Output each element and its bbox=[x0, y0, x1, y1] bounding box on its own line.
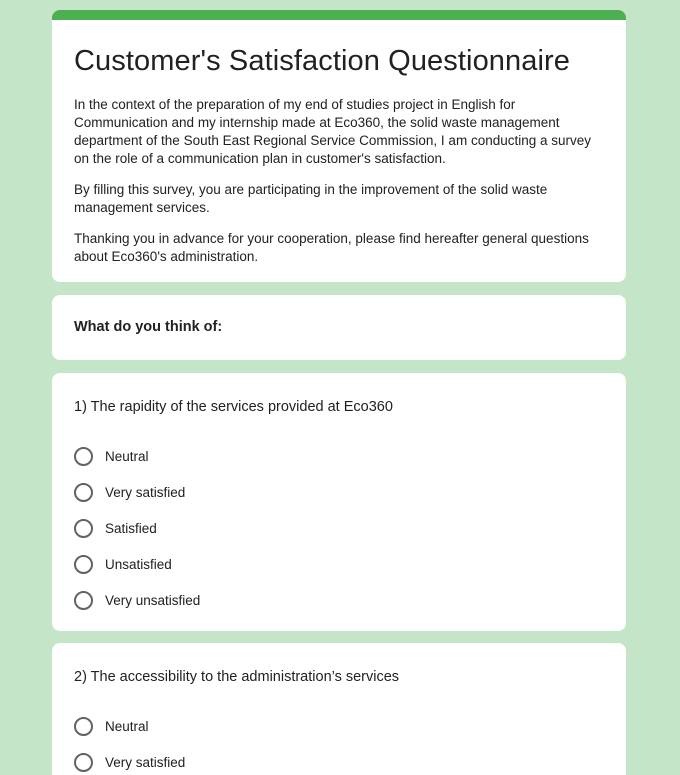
radio-option[interactable] bbox=[74, 474, 604, 510]
section-title: What do you think of: bbox=[74, 319, 223, 335]
radio-circle-icon[interactable] bbox=[74, 555, 93, 574]
question-card bbox=[52, 373, 626, 631]
form-description-paragraph: In the context of the preparation of my end of studies project in English for Communication and my internship made at Eco360, the solid waste management department of the South East Regional Service Commission, I am conducting a survey on the role of a communication plan in customer's satisfaction. bbox=[74, 97, 592, 166]
question-title: 1) The rapidity of the services provided at Eco360 bbox=[74, 399, 393, 415]
question-card bbox=[52, 643, 626, 775]
radio-option[interactable] bbox=[74, 438, 604, 474]
radio-option[interactable] bbox=[74, 744, 604, 775]
radio-option-label: Neutral bbox=[105, 448, 149, 464]
radio-option-label: Unsatisfied bbox=[105, 556, 172, 572]
section-header-card bbox=[52, 295, 626, 360]
radio-option-label: Neutral bbox=[105, 718, 149, 734]
radio-option[interactable] bbox=[74, 546, 604, 582]
radio-option-label: Satisfied bbox=[105, 520, 157, 536]
radio-option[interactable] bbox=[74, 510, 604, 546]
form-header-card bbox=[52, 10, 626, 282]
radio-circle-icon[interactable] bbox=[74, 447, 93, 466]
radio-circle-icon[interactable] bbox=[74, 717, 93, 736]
radio-circle-icon[interactable] bbox=[74, 519, 93, 538]
radio-circle-icon[interactable] bbox=[74, 591, 93, 610]
question-title: 2) The accessibility to the administration’s services bbox=[74, 669, 400, 685]
radio-option[interactable] bbox=[74, 708, 604, 744]
radio-circle-icon[interactable] bbox=[74, 483, 93, 502]
radio-option-label: Very satisfied bbox=[105, 484, 186, 500]
radio-circle-icon[interactable] bbox=[74, 753, 93, 772]
form-title: Customer's Satisfaction Questionnaire bbox=[74, 45, 571, 77]
radio-option[interactable] bbox=[74, 582, 604, 618]
radio-group bbox=[74, 438, 604, 618]
radio-option-label: Very unsatisfied bbox=[105, 592, 201, 608]
radio-group bbox=[74, 708, 604, 775]
form-description-paragraph: Thanking you in advance for your cooperation, please find hereafter general questions about Eco360's administration. bbox=[74, 231, 589, 264]
form-description-paragraph: By filling this survey, you are participating in the improvement of the solid waste management services. bbox=[74, 182, 548, 215]
radio-option-label: Very satisfied bbox=[105, 754, 186, 770]
